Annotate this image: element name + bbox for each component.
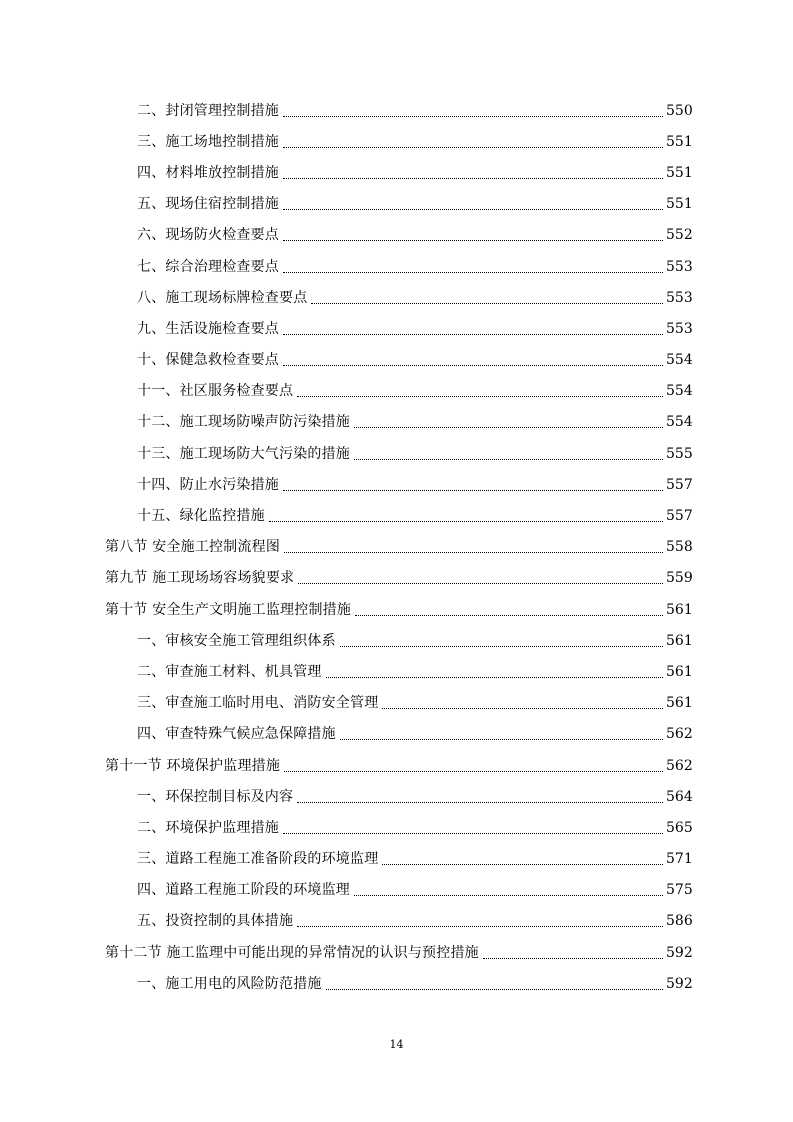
toc-entry-title: 一、环保控制目标及内容 [137, 788, 294, 805]
page-number: 14 [389, 1038, 404, 1051]
toc-entry-page: 557 [666, 476, 693, 493]
dot-leader [283, 208, 663, 210]
toc-entry-title: 二、审查施工材料、机具管理 [137, 663, 322, 680]
toc-entry-title: 一、施工用电的风险防范措施 [137, 975, 322, 992]
dot-leader [297, 395, 663, 397]
toc-entry-page: 554 [666, 352, 693, 369]
toc-entry-title: 六、现场防火检查要点 [137, 227, 279, 244]
dot-leader [382, 707, 663, 709]
toc-entry-page: 558 [666, 539, 693, 556]
toc-entry-page: 550 [666, 102, 693, 119]
dot-leader [283, 239, 663, 241]
dot-leader [354, 894, 663, 896]
toc-entry[interactable] [0, 875, 793, 906]
toc-entry[interactable] [0, 313, 793, 344]
toc-entry[interactable] [0, 282, 793, 313]
table-of-contents [0, 95, 793, 999]
toc-entry-page: 554 [666, 383, 693, 400]
toc-entry-page: 575 [666, 882, 693, 899]
toc-entry[interactable] [0, 594, 793, 625]
toc-entry-title: 三、审查施工临时用电、消防安全管理 [137, 695, 379, 712]
toc-entry[interactable] [0, 157, 793, 188]
toc-entry-title: 十四、防止水污染措施 [137, 476, 279, 493]
toc-entry-page: 561 [666, 663, 693, 680]
toc-entry-title: 十一、社区服务检查要点 [137, 383, 294, 400]
dot-leader [354, 426, 663, 428]
toc-entry-page: 551 [666, 196, 693, 213]
dot-leader [297, 801, 663, 803]
dot-leader [382, 863, 663, 865]
toc-entry[interactable] [0, 220, 793, 251]
toc-entry-title: 第九节 施工现场场容场貌要求 [105, 570, 295, 587]
toc-entry-page: 553 [666, 258, 693, 275]
dot-leader [326, 988, 663, 990]
toc-entry-title: 三、道路工程施工准备阶段的环境监理 [137, 851, 379, 868]
dot-leader [326, 676, 663, 678]
toc-entry-page: 571 [666, 851, 693, 868]
toc-entry-title: 四、道路工程施工阶段的环境监理 [137, 882, 350, 899]
toc-entry-title: 第十节 安全生产文明施工监理控制措施 [105, 601, 352, 618]
toc-entry[interactable] [0, 438, 793, 469]
toc-entry-page: 592 [666, 944, 693, 961]
dot-leader [284, 551, 663, 553]
dot-leader [355, 614, 663, 616]
dot-leader [340, 645, 663, 647]
toc-entry[interactable] [0, 95, 793, 126]
dot-leader [311, 302, 663, 304]
toc-entry-page: 552 [666, 227, 693, 244]
toc-entry-page: 551 [666, 133, 693, 150]
dot-leader [283, 271, 663, 273]
toc-entry[interactable] [0, 126, 793, 157]
toc-entry-title: 一、审核安全施工管理组织体系 [137, 632, 336, 649]
toc-entry-title: 七、综合治理检查要点 [137, 258, 279, 275]
toc-entry[interactable] [0, 500, 793, 531]
toc-entry-page: 561 [666, 632, 693, 649]
toc-entry-title: 二、封闭管理控制措施 [137, 102, 279, 119]
dot-leader [269, 520, 663, 522]
toc-entry-title: 十二、施工现场防噪声防污染措施 [137, 414, 350, 431]
dot-leader [283, 177, 663, 179]
toc-entry-page: 592 [666, 975, 693, 992]
toc-entry[interactable] [0, 719, 793, 750]
toc-entry-page: 555 [666, 445, 693, 462]
toc-entry-title: 五、现场住宿控制措施 [137, 196, 279, 213]
toc-entry[interactable] [0, 407, 793, 438]
toc-entry[interactable] [0, 937, 793, 968]
toc-entry-title: 十三、施工现场防大气污染的措施 [137, 445, 350, 462]
toc-entry-title: 第十二节 施工监理中可能出现的异常情况的认识与预控措施 [105, 944, 479, 961]
dot-leader [283, 115, 663, 117]
dot-leader [354, 458, 663, 460]
dot-leader [283, 146, 663, 148]
toc-entry[interactable] [0, 906, 793, 937]
toc-entry-page: 562 [666, 726, 693, 743]
dot-leader [283, 489, 663, 491]
toc-entry-title: 十、保健急救检查要点 [137, 352, 279, 369]
toc-entry[interactable] [0, 656, 793, 687]
toc-entry[interactable] [0, 189, 793, 220]
toc-entry-title: 四、审查特殊气候应急保障措施 [137, 726, 336, 743]
toc-entry[interactable] [0, 469, 793, 500]
toc-entry-title: 第十一节 环境保护监理措施 [105, 757, 281, 774]
dot-leader [283, 364, 663, 366]
toc-entry[interactable] [0, 532, 793, 563]
toc-entry[interactable] [0, 345, 793, 376]
toc-entry[interactable] [0, 625, 793, 656]
toc-entry-page: 561 [666, 601, 693, 618]
toc-entry[interactable] [0, 812, 793, 843]
toc-entry[interactable] [0, 376, 793, 407]
toc-entry-page: 554 [666, 414, 693, 431]
dot-leader [283, 832, 663, 834]
toc-entry-page: 557 [666, 508, 693, 525]
toc-entry-page: 565 [666, 819, 693, 836]
toc-entry-page: 559 [666, 570, 693, 587]
toc-entry-page: 561 [666, 695, 693, 712]
toc-entry-title: 十五、绿化监控措施 [137, 508, 265, 525]
dot-leader [298, 582, 663, 584]
toc-entry-page: 553 [666, 320, 693, 337]
dot-leader [284, 770, 663, 772]
toc-entry-title: 五、投资控制的具体措施 [137, 913, 294, 930]
toc-entry-title: 二、环境保护监理措施 [137, 819, 279, 836]
toc-entry-page: 562 [666, 757, 693, 774]
toc-entry-title: 第八节 安全施工控制流程图 [105, 539, 281, 556]
toc-entry[interactable] [0, 251, 793, 282]
toc-entry-title: 八、施工现场标牌检查要点 [137, 289, 308, 306]
toc-entry-title: 三、施工场地控制措施 [137, 133, 279, 150]
toc-entry[interactable] [0, 844, 793, 875]
dot-leader [283, 333, 663, 335]
toc-entry[interactable] [0, 750, 793, 781]
dot-leader [297, 925, 663, 927]
toc-entry-page: 564 [666, 788, 693, 805]
toc-entry-page: 553 [666, 289, 693, 306]
toc-entry-page: 586 [666, 913, 693, 930]
toc-entry-title: 九、生活设施检查要点 [137, 320, 279, 337]
dot-leader [483, 957, 663, 959]
toc-entry-title: 四、材料堆放控制措施 [137, 164, 279, 181]
toc-entry[interactable] [0, 563, 793, 594]
toc-entry[interactable] [0, 968, 793, 999]
toc-entry[interactable] [0, 781, 793, 812]
toc-entry[interactable] [0, 688, 793, 719]
dot-leader [340, 738, 663, 740]
toc-entry-page: 551 [666, 164, 693, 181]
